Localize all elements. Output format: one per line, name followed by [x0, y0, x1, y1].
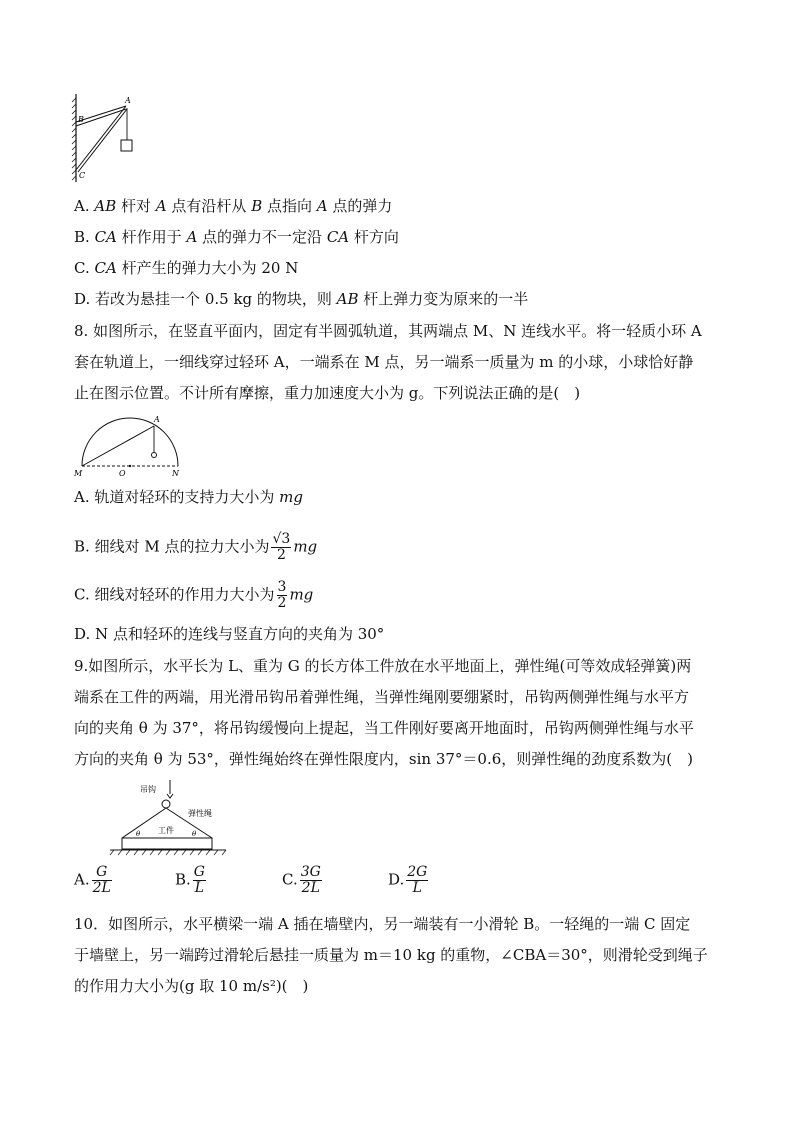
fraction-denominator: 2L: [301, 880, 320, 896]
option-label: B.: [175, 870, 191, 889]
q9-stem-line: 向的夹角 θ 为 37°，将吊钩缓慢向上提起，当工件刚好要离开地面时，吊钩两侧弹性绳与水平: [74, 719, 694, 737]
q9-label-piece: 工件: [158, 826, 174, 835]
option-label: A.: [74, 870, 90, 889]
option-label: C.: [74, 259, 90, 277]
text-run: AB: [94, 197, 117, 215]
q7-option-c: [74, 258, 298, 278]
fraction-denominator: L: [194, 880, 205, 896]
text-run: 杆作用于: [116, 228, 187, 246]
text-run: A: [186, 228, 198, 246]
text-run: CA: [326, 228, 350, 246]
fraction-denominator: 2L: [92, 880, 111, 896]
option-label: D.: [74, 290, 91, 308]
fraction-numerator: G: [92, 865, 112, 881]
text-run: A: [316, 197, 328, 215]
option-text: 轨道对轻环的支持力大小为: [94, 488, 280, 506]
option-label: A.: [74, 197, 90, 215]
fraction-numerator: 2G: [407, 864, 428, 880]
text-run: AB: [336, 290, 359, 308]
option-label: A.: [74, 488, 90, 506]
option-label: B.: [74, 228, 90, 246]
fraction: [300, 865, 322, 896]
q8-stem-line: 止在图示位置。不计所有摩擦，重力加速度大小为 g。下列说法正确的是( ): [74, 384, 581, 402]
q8-label-N: N: [172, 469, 179, 478]
q9-option-d: [388, 865, 430, 896]
q9-label-hook: 吊钩: [140, 785, 156, 794]
option-text: N 点和轻环的连线与竖直方向的夹角为 30°: [95, 625, 385, 643]
q7-label-C: C: [79, 171, 86, 180]
q7-figure: [70, 92, 150, 184]
q7-option-b: [74, 227, 399, 247]
q8-option-d: [74, 624, 384, 644]
q7-option-d: [74, 289, 528, 309]
fraction: [193, 865, 206, 896]
q10-stem-line: 10．如图所示，水平横梁一端 A 插在墙壁内，另一端装有一小滑轮 B。一轻绳的一端 C 固定: [74, 915, 691, 933]
text-run: 点的弹力: [327, 197, 393, 215]
text-run: 杆产生的弹力大小为 20 N: [116, 259, 299, 277]
text-run: CA: [94, 259, 117, 277]
option-text: 细线对轻环的作用力大小为: [94, 585, 275, 604]
fraction-denominator: L: [412, 880, 422, 896]
option-text: 细线对 M 点的拉力大小为: [94, 537, 270, 556]
q8-option-c: [74, 580, 313, 611]
q9-figure: [100, 778, 232, 858]
fraction-denominator: 2: [276, 547, 286, 563]
fraction: [277, 580, 288, 611]
q9-stem-line: 端系在工件的两端，用光滑吊钩吊着弹性绳，当弹性绳刚要绷紧时，吊钩两侧弹性绳与水平方: [74, 688, 690, 706]
text-run: CA: [94, 228, 117, 246]
text-run: 杆对: [116, 197, 156, 215]
option-variable: mg: [279, 488, 303, 506]
option-label: C.: [74, 585, 90, 604]
q8-stem-line: 套在轨道上，一细线穿过轻环 A，一端系在 M 点，另一端系一质量为 m 的小球，小球恰好静: [74, 353, 694, 371]
fraction-numerator: 3G: [300, 864, 321, 880]
q7-label-A: A: [125, 96, 131, 105]
q8-label-M: M: [74, 469, 83, 478]
fraction: [406, 865, 428, 896]
q9-stem-line: 方向的夹角 θ 为 53°，弹性绳始终在弹性限度内，sin 37°＝0.6，则弹性绳的劲度系数为( ): [74, 750, 693, 768]
q8-figure: [70, 410, 190, 482]
text-run: A: [155, 197, 167, 215]
q8-stem-line: 8. 如图所示，在竖直平面内，固定有半圆弧轨道，其两端点 M、N 连线水平。将一轻质小环 A: [74, 322, 702, 340]
option-variable: mg: [289, 585, 314, 604]
text-run: 杆上弹力变为原来的一半: [358, 290, 529, 308]
text-run: 点指向: [262, 197, 317, 215]
q8-label-O: O: [119, 469, 126, 478]
q7-label-B: B: [78, 115, 84, 124]
q9-label-theta-left: θ: [136, 830, 141, 838]
fraction-denominator: 2: [277, 595, 287, 611]
q8-label-A: A: [154, 415, 160, 424]
text-run: 点有沿杆从: [166, 197, 252, 215]
q10-stem-line: 于墙壁上，另一端跨过滑轮后悬挂一质量为 m＝10 kg 的重物，∠CBA＝30°，则滑轮受到绳子: [74, 946, 708, 964]
q9-label-theta-right: θ: [192, 830, 197, 838]
q9-option-a: [74, 865, 114, 896]
q9-label-rope: 弹性绳: [188, 809, 212, 818]
text-run: 若改为悬挂一个 0.5 kg 的物块，则: [95, 290, 337, 308]
q10-stem-line: 的作用力大小为(g 取 10 m/s²)( ): [74, 977, 309, 995]
q9-option-c: [282, 865, 324, 896]
text-run: 点的弹力不一定沿: [197, 228, 327, 246]
fraction: [271, 532, 291, 563]
text-run: B: [251, 197, 263, 215]
fraction: [92, 865, 112, 896]
q8-option-b: [74, 532, 317, 563]
fraction-numerator: G: [193, 864, 205, 880]
fraction-numerator: √3: [272, 531, 291, 547]
option-variable: mg: [293, 537, 318, 556]
fraction-numerator: 3: [277, 579, 287, 595]
option-label: D.: [388, 870, 405, 889]
q8-option-a: [74, 487, 303, 507]
q9-option-b: [175, 865, 208, 896]
option-label: B.: [74, 537, 90, 556]
text-run: 杆方向: [349, 228, 399, 246]
q7-option-a: [74, 196, 392, 216]
option-label: C.: [282, 870, 298, 889]
option-label: D.: [74, 625, 91, 643]
q9-stem-line: 9.如图所示，水平长为 L、重为 G 的长方体工件放在水平地面上，弹性绳(可等效成轻弹簧)两: [74, 657, 692, 675]
